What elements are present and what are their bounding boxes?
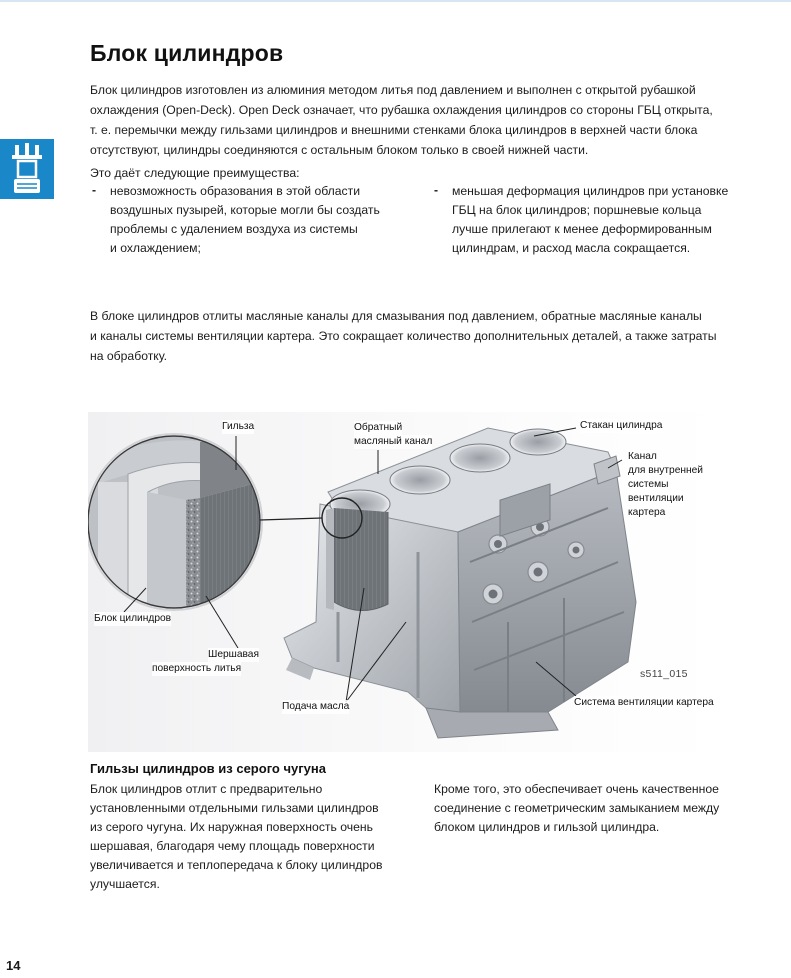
label-vent-channel-5: картера xyxy=(628,507,666,518)
advantages-intro: Это даёт следующие преимущества: xyxy=(90,166,300,180)
section-right-line-3: блоком цилиндров и гильзой цилиндра. xyxy=(434,820,660,834)
bullet-1-line-4: и охлаждением; xyxy=(110,241,201,255)
cylinder-block-figure xyxy=(88,412,728,752)
channels-line-3: на обработку. xyxy=(90,349,168,363)
page-number: 14 xyxy=(6,958,21,973)
section-left-line-6: улучшается. xyxy=(90,877,160,891)
section-right-line-1: Кроме того, это обеспечивает очень качественное xyxy=(434,782,719,796)
intro-line-3: т. е. перемычки между гильзами цилиндров и внешними стенками блока цилиндров в верхней части блока xyxy=(90,123,698,137)
label-return-oil-1: Обратный xyxy=(354,422,403,433)
intro-line-4: отсутствуют, цилиндры соединяются с остальным блоком только в своей нижней части. xyxy=(90,143,589,157)
section-right-line-2: соединение с геометрическим замыканием между xyxy=(434,801,720,815)
bullet-2-line-1: меньшая деформация цилиндров при установке xyxy=(452,184,729,198)
label-vent-channel-1: Канал xyxy=(628,451,657,462)
section-left-line-1: Блок цилиндров отлит с предварительно xyxy=(90,782,323,796)
section-left-line-5: увеличивается и теплопередача к блоку цилиндров xyxy=(90,858,383,872)
label-rough-surface-1: Шершавая xyxy=(208,649,259,660)
section-left-line-2: установленными отдельными гильзами цилиндров xyxy=(90,801,379,815)
label-return-oil-2: масляный канал xyxy=(354,436,433,447)
label-crankcase-vent: Система вентиляции картера xyxy=(574,697,714,708)
bullet-2-line-3: лучше прилегают к менее деформированным xyxy=(452,222,712,236)
label-cylinder-bore: Стакан цилиндра xyxy=(580,420,663,431)
section-heading: Гильзы цилиндров из серого чугуна xyxy=(90,761,326,776)
bullet-2-line-4: цилиндрам, и расход масла сокращается. xyxy=(452,241,691,255)
page-title: Блок цилиндров xyxy=(90,40,284,66)
channels-line-1: В блоке цилиндров отлиты масляные каналы для смазывания под давлением, обратные масляные каналы xyxy=(90,309,702,323)
top-rule xyxy=(0,0,791,2)
label-block: Блок цилиндров xyxy=(94,613,172,624)
intro-line-2: охлаждения (Open-Deck). Open Deck означает, что рубашка охлаждения цилиндров со стороны ГБЦ открыта, xyxy=(90,103,713,117)
bullet-marker-2: - xyxy=(434,183,439,197)
bullet-1-line-3: проблемы с удалением воздуха из системы xyxy=(110,222,358,236)
bullet-2-line-2: ГБЦ на блок цилиндров; поршневые кольца xyxy=(452,203,702,217)
figure-code: s511_015 xyxy=(640,668,688,680)
channels-line-2: и каналы системы вентиляции картера. Это сокращает количество дополнительных деталей, а также затраты xyxy=(90,329,717,343)
label-oil-supply: Подача масла xyxy=(282,701,350,712)
bullet-marker-1: - xyxy=(92,183,97,197)
label-vent-channel-4: вентиляции xyxy=(628,493,684,504)
bullet-1-line-1: невозможность образования в этой области xyxy=(110,184,361,198)
intro-line-1: Блок цилиндров изготовлен из алюминия методом литья под давлением и выполнен с открытой рубашкой xyxy=(90,83,696,97)
bullet-1-line-2: воздушных пузырей, которые могли бы создать xyxy=(110,203,380,217)
engine-section-icon xyxy=(0,139,54,199)
section-left-line-4: шершавая, благодаря чему площадь поверхности xyxy=(90,839,375,853)
label-vent-channel-2: для внутренней xyxy=(628,465,703,476)
section-left-line-3: из серого чугуна. Их наружная поверхность очень xyxy=(90,820,373,834)
label-rough-surface-2: поверхность литья xyxy=(152,663,242,674)
label-vent-channel-3: системы xyxy=(628,479,669,490)
label-sleeve: Гильза xyxy=(222,421,255,432)
